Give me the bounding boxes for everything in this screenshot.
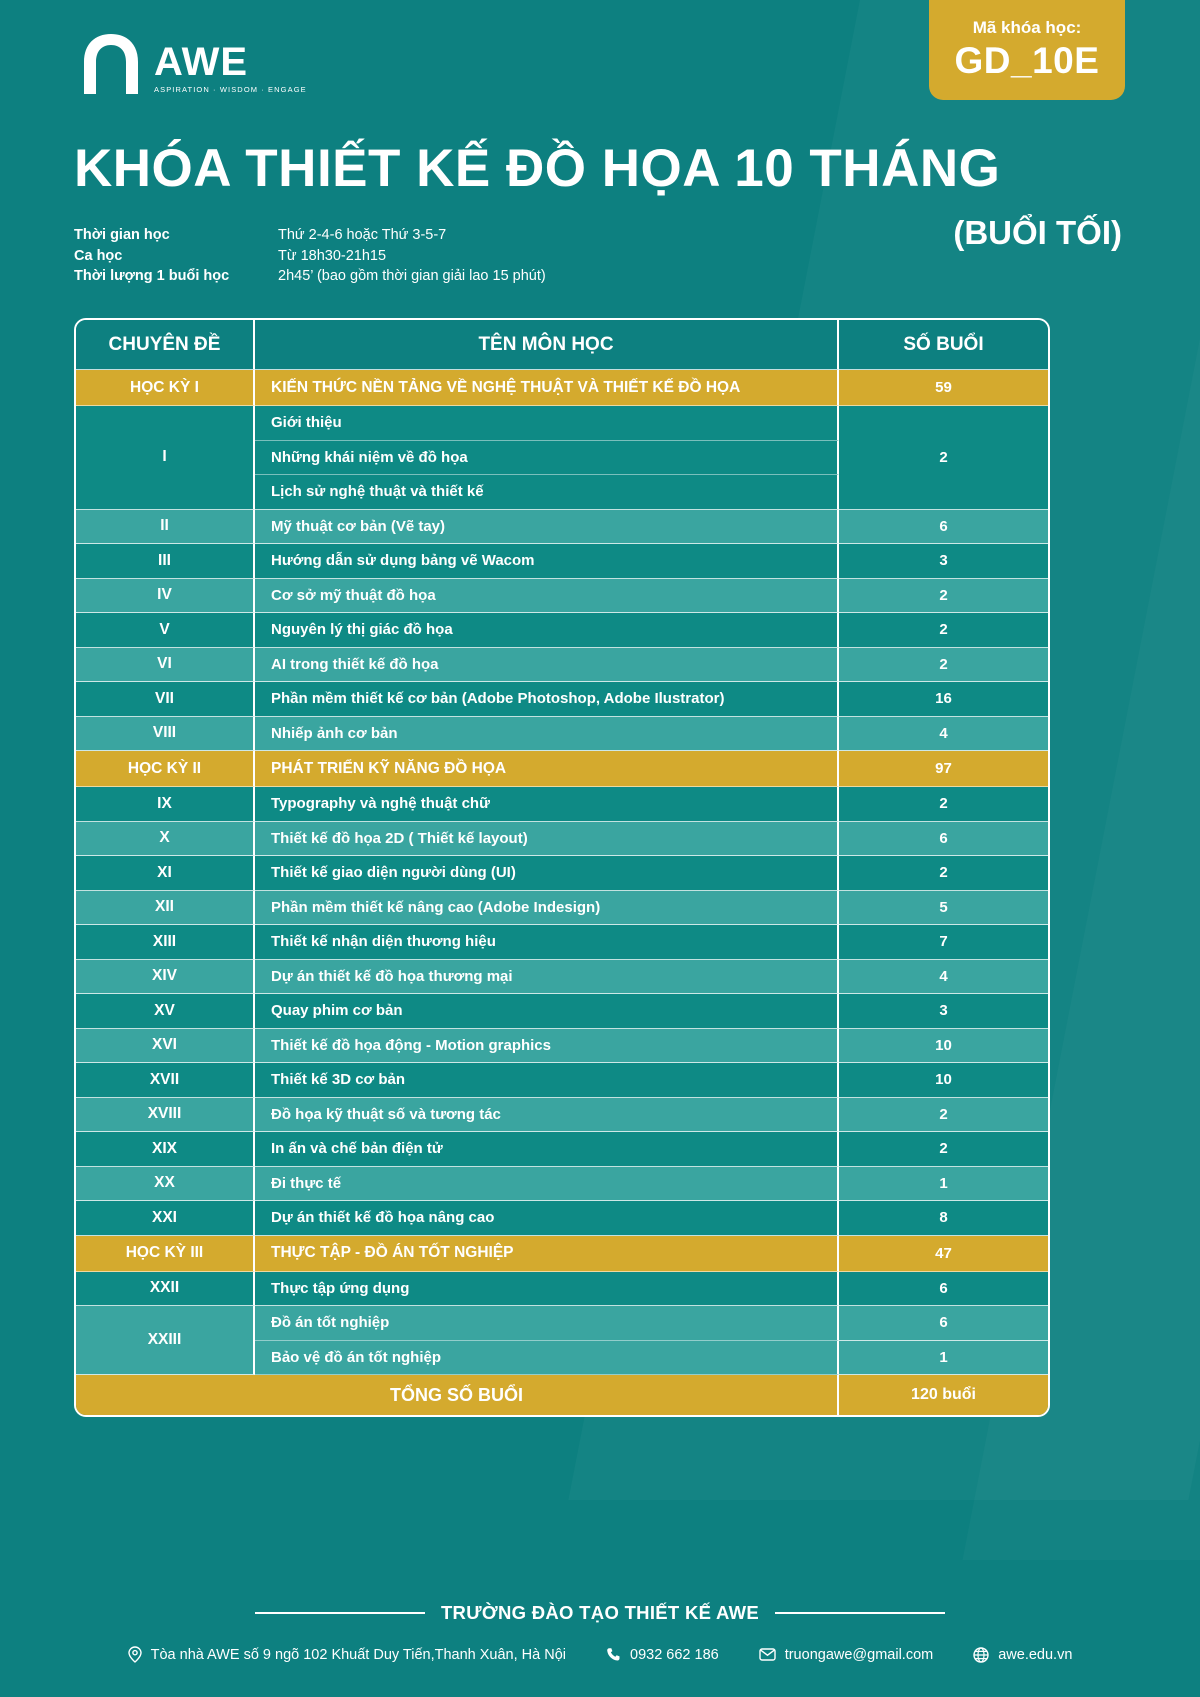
table-cell-topic: XII <box>76 891 255 926</box>
footer-phone-text: 0932 662 186 <box>630 1646 719 1663</box>
table-cell-topic: I <box>76 406 255 510</box>
table-cell-sessions: 6 <box>839 822 1048 857</box>
table-cell-topic: XIV <box>76 960 255 995</box>
table-cell-sessions: 1 <box>839 1341 1048 1376</box>
table-cell-subject: In ấn và chế bản điện tử <box>255 1132 839 1167</box>
footer <box>0 1602 1200 1663</box>
table-header-row <box>76 320 1048 370</box>
table-cell-topic: XVII <box>76 1063 255 1098</box>
table-cell-sessions: 16 <box>839 682 1048 717</box>
course-code-label: Mã khóa học: <box>972 18 1082 37</box>
info-row <box>74 225 546 246</box>
table-cell-subject: Thiết kế 3D cơ bản <box>255 1063 839 1098</box>
table-cell-sessions: 4 <box>839 717 1048 752</box>
table-cell-topic: XI <box>76 856 255 891</box>
table-cell-topic: XV <box>76 994 255 1029</box>
table-cell-sessions: 3 <box>839 544 1048 579</box>
total-label: TỔNG SỐ BUỔI <box>76 1375 839 1415</box>
table-cell-subject: AI trong thiết kế đồ họa <box>255 648 839 683</box>
table-cell-topic: HỌC KỲ III <box>76 1236 255 1272</box>
table-cell-sessions: 2 <box>839 613 1048 648</box>
table-cell-topic: IX <box>76 787 255 822</box>
table-cell-sessions: 10 <box>839 1063 1048 1098</box>
table-cell-subject: Lịch sử nghệ thuật và thiết kế <box>255 475 839 510</box>
table-cell-subject: Nguyên lý thị giác đồ họa <box>255 613 839 648</box>
table-row-group <box>76 406 1048 510</box>
table-cell-subject: Quay phim cơ bản <box>255 994 839 1029</box>
awe-logo <box>82 32 307 94</box>
table-row <box>76 544 1048 579</box>
table-cell-sessions: 3 <box>839 994 1048 1029</box>
table-cell-subject: Dự án thiết kế đồ họa thương mại <box>255 960 839 995</box>
envelope-icon <box>759 1648 776 1661</box>
schedule-info-block <box>74 225 546 287</box>
table-cell-subject: Thiết kế giao diện người dùng (UI) <box>255 856 839 891</box>
table-cell-subject: Bảo vệ đồ án tốt nghiệp <box>255 1341 839 1376</box>
footer-contact-website[interactable] <box>973 1647 1072 1663</box>
table-row <box>255 1306 1048 1341</box>
table-row <box>76 1201 1048 1236</box>
table-cell-sessions: 2 <box>839 406 1048 510</box>
table-row <box>76 1063 1048 1098</box>
table-cell-subject: Typography và nghệ thuật chữ <box>255 787 839 822</box>
table-row <box>76 925 1048 960</box>
table-cell-topic: VII <box>76 682 255 717</box>
table-cell-subject: Thực tập ứng dụng <box>255 1272 839 1307</box>
logo-tagline: ASPIRATION · WISDOM · ENGAGE <box>154 85 307 94</box>
table-row <box>255 1341 1048 1376</box>
table-cell-subject: Dự án thiết kế đồ họa nâng cao <box>255 1201 839 1236</box>
table-cell-sessions: 2 <box>839 1098 1048 1133</box>
table-body <box>76 370 1048 1375</box>
table-cell-sessions: 59 <box>839 370 1048 406</box>
table-cell-topic: III <box>76 544 255 579</box>
table-cell-subject: Nhiếp ảnh cơ bản <box>255 717 839 752</box>
column-header-subject: TÊN MÔN HỌC <box>255 320 839 370</box>
footer-title: TRƯỜNG ĐÀO TẠO THIẾT KẾ AWE <box>440 1602 760 1623</box>
table-cell-subject: Thiết kế đồ họa động - Motion graphics <box>255 1029 839 1064</box>
table-row <box>76 787 1048 822</box>
table-cell-sessions: 8 <box>839 1201 1048 1236</box>
column-header-topic: CHUYÊN ĐỀ <box>76 320 255 370</box>
table-cell-topic: XXII <box>76 1272 255 1307</box>
table-cell-subject: Hướng dẫn sử dụng bảng vẽ Wacom <box>255 544 839 579</box>
table-cell-sessions: 1 <box>839 1167 1048 1202</box>
table-cell-subject: Giới thiệu <box>255 406 839 441</box>
column-header-sessions: SỐ BUỔI <box>839 320 1048 370</box>
table-row <box>76 1029 1048 1064</box>
table-cell-sessions: 97 <box>839 751 1048 787</box>
table-cell-sessions: 6 <box>839 510 1048 545</box>
footer-divider-right <box>775 1612 945 1614</box>
course-code-badge <box>929 0 1125 100</box>
table-cell-sessions: 47 <box>839 1236 1048 1272</box>
phone-icon <box>606 1647 621 1662</box>
table-cell-sessions: 2 <box>839 579 1048 614</box>
table-row <box>76 856 1048 891</box>
table-row <box>76 1098 1048 1133</box>
table-cell-sessions: 4 <box>839 960 1048 995</box>
table-cell-subject: Cơ sở mỹ thuật đồ họa <box>255 579 839 614</box>
table-total-row <box>76 1375 1048 1415</box>
table-cell-topic: XIII <box>76 925 255 960</box>
info-label: Thời lượng 1 buổi học <box>74 268 230 285</box>
table-cell-topic: XVI <box>76 1029 255 1064</box>
table-cell-topic: HỌC KỲ I <box>76 370 255 406</box>
table-cell-subject: Đồ án tốt nghiệp <box>255 1306 839 1341</box>
info-row <box>74 266 546 287</box>
table-cell-topic: HỌC KỲ II <box>76 751 255 787</box>
info-label: Ca học <box>74 247 123 264</box>
table-cell-subject: Mỹ thuật cơ bản (Vẽ tay) <box>255 510 839 545</box>
table-row-group <box>76 1306 1048 1375</box>
info-value: 2h45’ (bao gồm thời gian giải lao 15 phút) <box>278 268 546 285</box>
table-cell-sessions: 6 <box>839 1272 1048 1307</box>
table-cell-subject: Phần mềm thiết kế nâng cao (Adobe Indesign) <box>255 891 839 926</box>
total-value: 120 buổi <box>839 1375 1048 1415</box>
table-row <box>76 717 1048 752</box>
table-row <box>76 613 1048 648</box>
table-cell-topic: XXIII <box>76 1306 255 1375</box>
table-row <box>76 1167 1048 1202</box>
table-row <box>76 648 1048 683</box>
table-cell-subject: THỰC TẬP - ĐỒ ÁN TỐT NGHIỆP <box>255 1236 839 1272</box>
table-cell-sessions: 10 <box>839 1029 1048 1064</box>
table-row <box>76 994 1048 1029</box>
table-cell-topic: XX <box>76 1167 255 1202</box>
table-semester-row <box>76 1236 1048 1272</box>
curriculum-table <box>74 318 1050 1417</box>
table-cell-subject: Thiết kế đồ họa 2D ( Thiết kế layout) <box>255 822 839 857</box>
table-cell-sessions: 2 <box>839 648 1048 683</box>
table-row <box>76 891 1048 926</box>
table-cell-topic: IV <box>76 579 255 614</box>
table-row <box>76 1272 1048 1307</box>
table-cell-topic: XIX <box>76 1132 255 1167</box>
logo-wordmark: AWE <box>154 40 249 84</box>
footer-website-text: awe.edu.vn <box>998 1646 1073 1663</box>
table-cell-sessions: 7 <box>839 925 1048 960</box>
table-row <box>76 1132 1048 1167</box>
table-cell-topic: VI <box>76 648 255 683</box>
footer-divider-left <box>255 1612 425 1614</box>
page-subtitle: (BUỔI TỐI) <box>953 214 1122 251</box>
info-label: Thời gian học <box>74 227 170 243</box>
table-cell-subject: Phần mềm thiết kế cơ bản (Adobe Photoshop, Adobe Ilustrator) <box>255 682 839 717</box>
table-cell-sessions: 2 <box>839 1132 1048 1167</box>
table-cell-subject: Những khái niệm về đồ họa <box>255 441 839 476</box>
footer-address-text: Tòa nhà AWE số 9 ngõ 102 Khuất Duy Tiến,Thanh Xuân, Hà Nội <box>150 1646 566 1663</box>
table-row <box>76 960 1048 995</box>
footer-contacts <box>0 1646 1200 1663</box>
table-cell-subject: KIẾN THỨC NỀN TẢNG VỀ NGHỆ THUẬT VÀ THIẾT KẾ ĐỒ HỌA <box>255 370 839 406</box>
table-cell-subject: Đi thực tế <box>255 1167 839 1202</box>
table-cell-topic: V <box>76 613 255 648</box>
arch-logo-icon <box>82 32 140 94</box>
table-row <box>76 579 1048 614</box>
table-row <box>76 822 1048 857</box>
info-value: Thứ 2-4-6 hoặc Thứ 3-5-7 <box>278 227 447 243</box>
footer-email-text: truongawe@gmail.com <box>784 1646 934 1663</box>
table-cell-sessions: 5 <box>839 891 1048 926</box>
footer-contact-address <box>128 1646 566 1663</box>
table-cell-topic: XVIII <box>76 1098 255 1133</box>
info-row <box>74 246 546 267</box>
footer-contact-email[interactable] <box>759 1647 934 1663</box>
table-cell-subject: Đồ họa kỹ thuật số và tương tác <box>255 1098 839 1133</box>
table-cell-subject: Thiết kế nhận diện thương hiệu <box>255 925 839 960</box>
table-cell-topic: VIII <box>76 717 255 752</box>
info-value: Từ 18h30-21h15 <box>278 247 387 264</box>
table-semester-row <box>76 751 1048 787</box>
table-cell-topic: X <box>76 822 255 857</box>
table-row <box>76 510 1048 545</box>
table-cell-topic: II <box>76 510 255 545</box>
table-cell-subject: PHÁT TRIỂN KỸ NĂNG ĐỒ HỌA <box>255 751 839 787</box>
table-cell-topic: XXI <box>76 1201 255 1236</box>
footer-title-row <box>0 1602 1200 1624</box>
location-pin-icon <box>128 1646 142 1663</box>
table-cell-sessions: 2 <box>839 856 1048 891</box>
table-row <box>76 682 1048 717</box>
page-title: KHÓA THIẾT KẾ ĐỒ HỌA 10 THÁNG <box>74 139 1001 198</box>
table-semester-row <box>76 370 1048 406</box>
table-cell-sessions: 2 <box>839 787 1048 822</box>
footer-contact-phone[interactable] <box>606 1647 719 1663</box>
table-cell-sessions: 6 <box>839 1306 1048 1341</box>
globe-icon <box>973 1647 989 1663</box>
course-code-value: GD_10E <box>954 40 1100 81</box>
